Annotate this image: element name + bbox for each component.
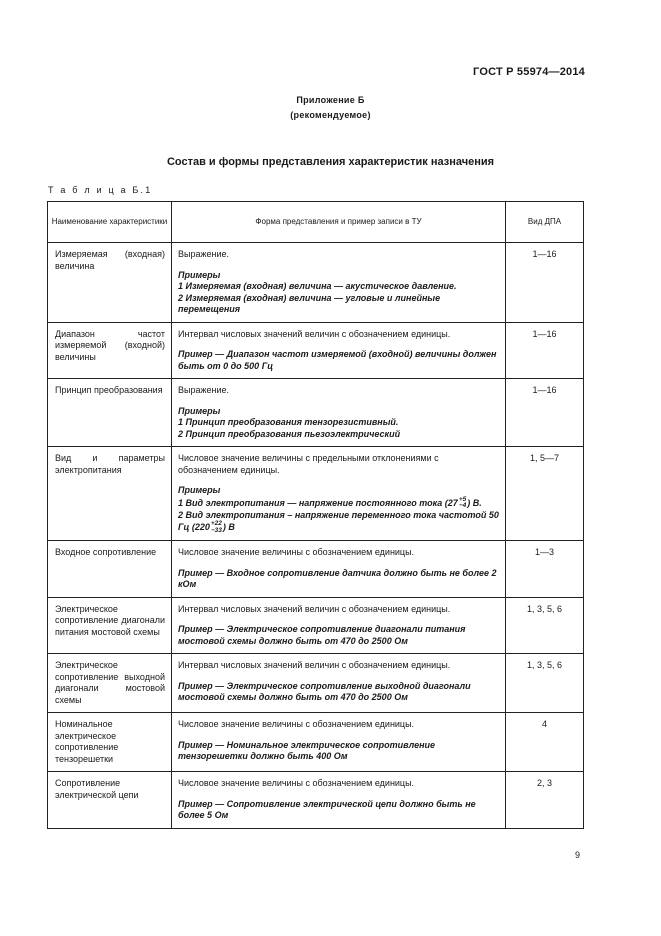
example-2-end: ) В	[222, 521, 235, 532]
table-row	[48, 322, 584, 379]
cell-name: Входное сопротивление	[48, 541, 172, 598]
cell-form	[172, 447, 506, 541]
table-row	[48, 541, 584, 598]
document-title: Состав и формы представления характеристик назначения	[166, 156, 495, 168]
cell-name: Диапазон частот измеряемой (входной) величины	[48, 322, 172, 379]
cell-type: 1, 5—7	[506, 447, 584, 541]
tolerance-fraction	[211, 521, 222, 534]
cell-type: 1, 3, 5, 6	[506, 654, 584, 713]
column-header-name: Наименование характеристики	[48, 202, 172, 243]
cell-name: Вид и параметры электропитания	[48, 447, 172, 541]
example-text: Пример — Электрическое сопротивление выходной диагонали мостовой схемы должно быть от 470 до 2500 Ом	[178, 680, 471, 702]
table-row	[48, 243, 584, 323]
form-description: Выражение.	[178, 385, 230, 395]
cell-name: Номинальное электрическое сопротивление тензорешетки	[48, 713, 172, 772]
cell-type: 4	[506, 713, 584, 772]
form-description: Интервал числовых значений величин с обозначением единицы.	[178, 660, 451, 670]
cell-form	[172, 713, 506, 772]
cell-form	[172, 243, 506, 323]
examples-heading: Примеры	[178, 269, 221, 280]
example-text: Пример — Электрическое сопротивление диагонали питания мостовой схемы должно быть от 470 до 2500 Ом	[178, 624, 466, 646]
table-row	[48, 379, 584, 447]
example-1-end: ) В.	[467, 497, 482, 508]
form-description: Выражение.	[178, 249, 230, 259]
table-row	[48, 447, 584, 541]
cell-form	[172, 322, 506, 379]
page-number: 9	[574, 850, 580, 860]
form-description: Интервал числовых значений величин с обозначением единицы.	[178, 603, 451, 614]
standard-number: ГОСТ Р 55974—2014	[473, 66, 585, 78]
form-description: Числовое значение величины с обозначением единицы.	[178, 778, 415, 788]
example-text: 1 Принцип преобразования тензорезистивный.	[178, 417, 399, 427]
cell-form	[172, 379, 506, 447]
example-text: 2 Принцип преобразования пьезоэлектрический	[178, 428, 401, 439]
cell-type: 1—3	[506, 541, 584, 598]
cell-name: Электрическое сопротивление выходной диагонали мостовой схемы	[48, 654, 172, 713]
example-text	[178, 497, 499, 510]
example-text	[178, 510, 499, 535]
table-row	[48, 654, 584, 713]
example-text: Пример — Сопротивление электрической цепи должно быть не более 5 Ом	[178, 798, 476, 820]
cell-form	[172, 541, 506, 598]
cell-type: 1—16	[506, 322, 584, 379]
cell-name: Измеряемая (входная) величина	[48, 243, 172, 323]
example-text: Пример — Диапазон частот измеряемой (входной) величины должен быть от 0 до 500 Гц	[178, 349, 497, 371]
example-text: Пример — Номинальное электрическое сопротивление тензорешетки должно быть 400 Ом	[178, 739, 436, 761]
cell-type: 2, 3	[506, 772, 584, 829]
cell-form	[172, 772, 506, 829]
form-description: Числовое значение величины с обозначением единицы.	[178, 547, 415, 557]
table-row	[48, 597, 584, 654]
cell-form	[172, 654, 506, 713]
cell-type: 1—16	[506, 379, 584, 447]
column-header-type: Вид ДПА	[506, 202, 584, 243]
appendix-status: (рекомендуемое)	[290, 110, 371, 120]
tolerance-fraction	[459, 497, 466, 510]
cell-name: Принцип преобразования	[48, 379, 172, 447]
appendix-title: Приложение Б	[296, 95, 365, 105]
table-header-row	[48, 202, 584, 243]
examples-heading: Примеры	[178, 405, 221, 416]
appendix-heading	[0, 93, 661, 123]
examples-heading: Примеры	[178, 485, 221, 495]
table-row	[48, 772, 584, 829]
cell-type: 1—16	[506, 243, 584, 323]
example-1-start: 1 Вид электропитания — напряжение постоянного тока (27	[178, 497, 458, 508]
example-text: 1 Измеряемая (входная) величина — акустическое давление.	[178, 281, 457, 291]
example-text: Пример — Входное сопротивление датчика должно быть не более 2 кОм	[178, 567, 497, 589]
characteristics-table	[47, 201, 584, 829]
example-2-start: 2 Вид электропитания – напряжение переменного тока частотой 50 Гц (220	[178, 509, 499, 532]
cell-name: Сопротивление электрической цепи	[48, 772, 172, 829]
cell-type: 1, 3, 5, 6	[506, 597, 584, 654]
tolerance-lower: −33	[210, 526, 222, 534]
column-header-form: Форма представления и пример записи в ТУ	[172, 202, 506, 243]
form-description: Числовое значение величины с предельными отклонениями с обозначением единицы.	[178, 453, 439, 475]
tolerance-upper: +5	[458, 495, 467, 503]
tolerance-upper: +22	[210, 520, 222, 527]
table-row	[48, 713, 584, 772]
cell-form	[172, 597, 506, 654]
form-description: Интервал числовых значений величин с обозначением единицы.	[178, 328, 451, 339]
example-text: 2 Измеряемая (входная) величина — угловые и линейные перемещения	[178, 292, 441, 314]
cell-name: Электрическое сопротивление диагонали питания мостовой схемы	[48, 597, 172, 654]
table-label: Т а б л и ц а Б.1	[48, 185, 153, 195]
tolerance-lower: −4	[458, 502, 467, 509]
form-description: Числовое значение величины с обозначением единицы.	[178, 719, 415, 729]
